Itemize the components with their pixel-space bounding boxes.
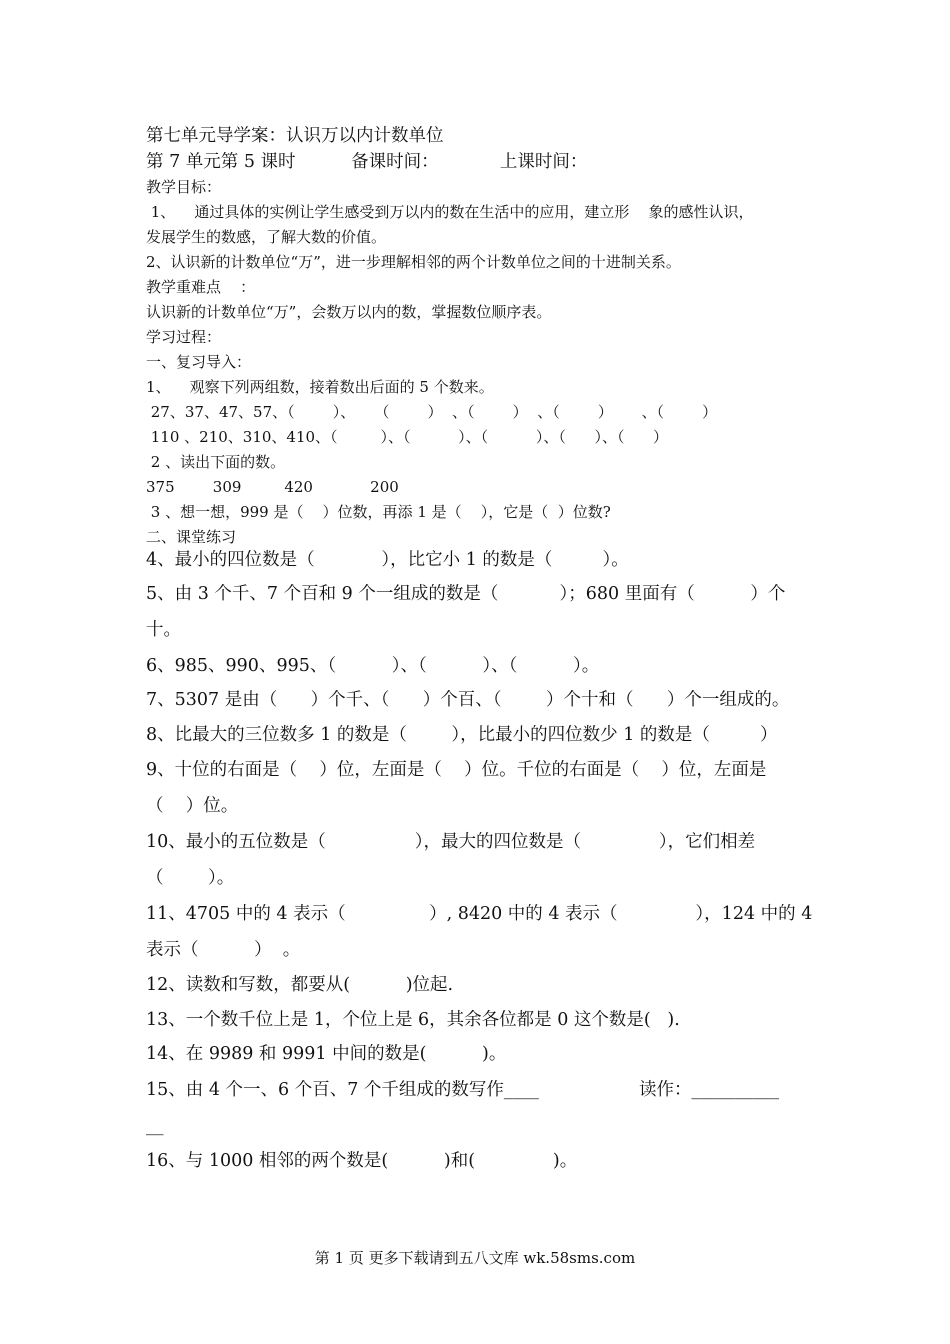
page-footer: 第 1 页 更多下载请到五八文库 wk.58sms.com bbox=[314, 1249, 636, 1267]
goal-1-line-2: 发展学生的数感，了解大数的价值。 bbox=[146, 228, 387, 246]
question-3: 3 、想一想，999 是（ ）位数，再添 1 是（ ），它是（ ）位数? bbox=[146, 503, 611, 521]
problem-15-line-2: __ bbox=[146, 1116, 164, 1136]
section-heading-review: 一、复习导入： bbox=[146, 353, 252, 371]
page-title: 第七单元导学案：认识万以内计数单位 bbox=[146, 126, 444, 146]
goal-2: 2、认识新的计数单位“万”，进一步理解相邻的两个计数单位之间的十进制关系。 bbox=[146, 253, 681, 271]
problem-10-line-1: 10、最小的五位数是（ ），最大的四位数是（ ），它们相差 bbox=[146, 832, 756, 852]
key-heading: 教学重难点 ： bbox=[146, 278, 256, 296]
lesson-meta: 第 7 单元第 5 课时 备课时间： 上课时间： bbox=[146, 152, 588, 172]
problem-10-line-2: （ ）。 bbox=[146, 868, 235, 888]
section-heading-practice: 二、课堂练习 bbox=[146, 528, 237, 546]
question-2: 2 、读出下面的数。 bbox=[146, 453, 286, 471]
problem-4: 4、最小的四位数是（ ），比它小 1 的数是（ ）。 bbox=[146, 550, 629, 570]
problem-11-line-2: 表示（ ） 。 bbox=[146, 940, 301, 960]
problem-15-line-1: 15、由 4 个一、6 个百、7 个千组成的数写作____ 读作：__________ bbox=[146, 1080, 780, 1100]
problem-12: 12、读数和写数，都要从( )位起. bbox=[146, 975, 454, 995]
problem-13: 13、一个数千位上是 1，个位上是 6，其余各位都是 0 这个数是( ). bbox=[146, 1010, 680, 1030]
problem-9-line-2: （ ）位。 bbox=[146, 796, 239, 816]
problem-5-line-1: 5、由 3 个千、7 个百和 9 个一组成的数是（ ）；680 里面有（ ）个 bbox=[146, 584, 786, 604]
goals-heading: 教学目标： bbox=[146, 178, 222, 196]
process-heading: 学习过程： bbox=[146, 328, 222, 346]
question-1: 1、 观察下列两组数，接着数出后面的 5 个数来。 bbox=[146, 378, 494, 396]
problem-6: 6、985、990、995、（ ）、（ ）、（ ）。 bbox=[146, 656, 600, 676]
problem-9-line-1: 9、十位的右面是（ ）位，左面是（ ）位。千位的右面是（ ）位，左面是 bbox=[146, 760, 767, 780]
problem-8: 8、比最大的三位数多 1 的数是（ ），比最小的四位数少 1 的数是（ ） bbox=[146, 725, 778, 745]
problem-5-line-2: 十。 bbox=[146, 620, 181, 640]
problem-16: 16、与 1000 相邻的两个数是( )和( )。 bbox=[146, 1151, 578, 1171]
goal-1-line-1: 1、 通过具体的实例让学生感受到万以内的数在生活中的应用，建立形 象的感性认识， bbox=[146, 203, 754, 221]
question-1-row-2: 110 、210、310、410、（ ）、（ ）、（ ）、（ ）、（ ） bbox=[146, 428, 669, 446]
question-1-row-1: 27、37、47、57、（ ）、 （ ） 、（ ） 、（ ） 、（ ） bbox=[146, 403, 718, 421]
problem-14: 14、在 9989 和 9991 中间的数是( )。 bbox=[146, 1044, 507, 1064]
key-text: 认识新的计数单位“万”，会数万以内的数，掌握数位顺序表。 bbox=[146, 303, 552, 321]
question-2-numbers: 375 309 420 200 bbox=[146, 478, 399, 496]
problem-7: 7、5307 是由（ ）个千、（ ）个百、（ ）个十和（ ）个一组成的。 bbox=[146, 690, 790, 710]
problem-11-line-1: 11、4705 中的 4 表示（ ）, 8420 中的 4 表示（ ），124 中的 4 bbox=[146, 904, 813, 924]
